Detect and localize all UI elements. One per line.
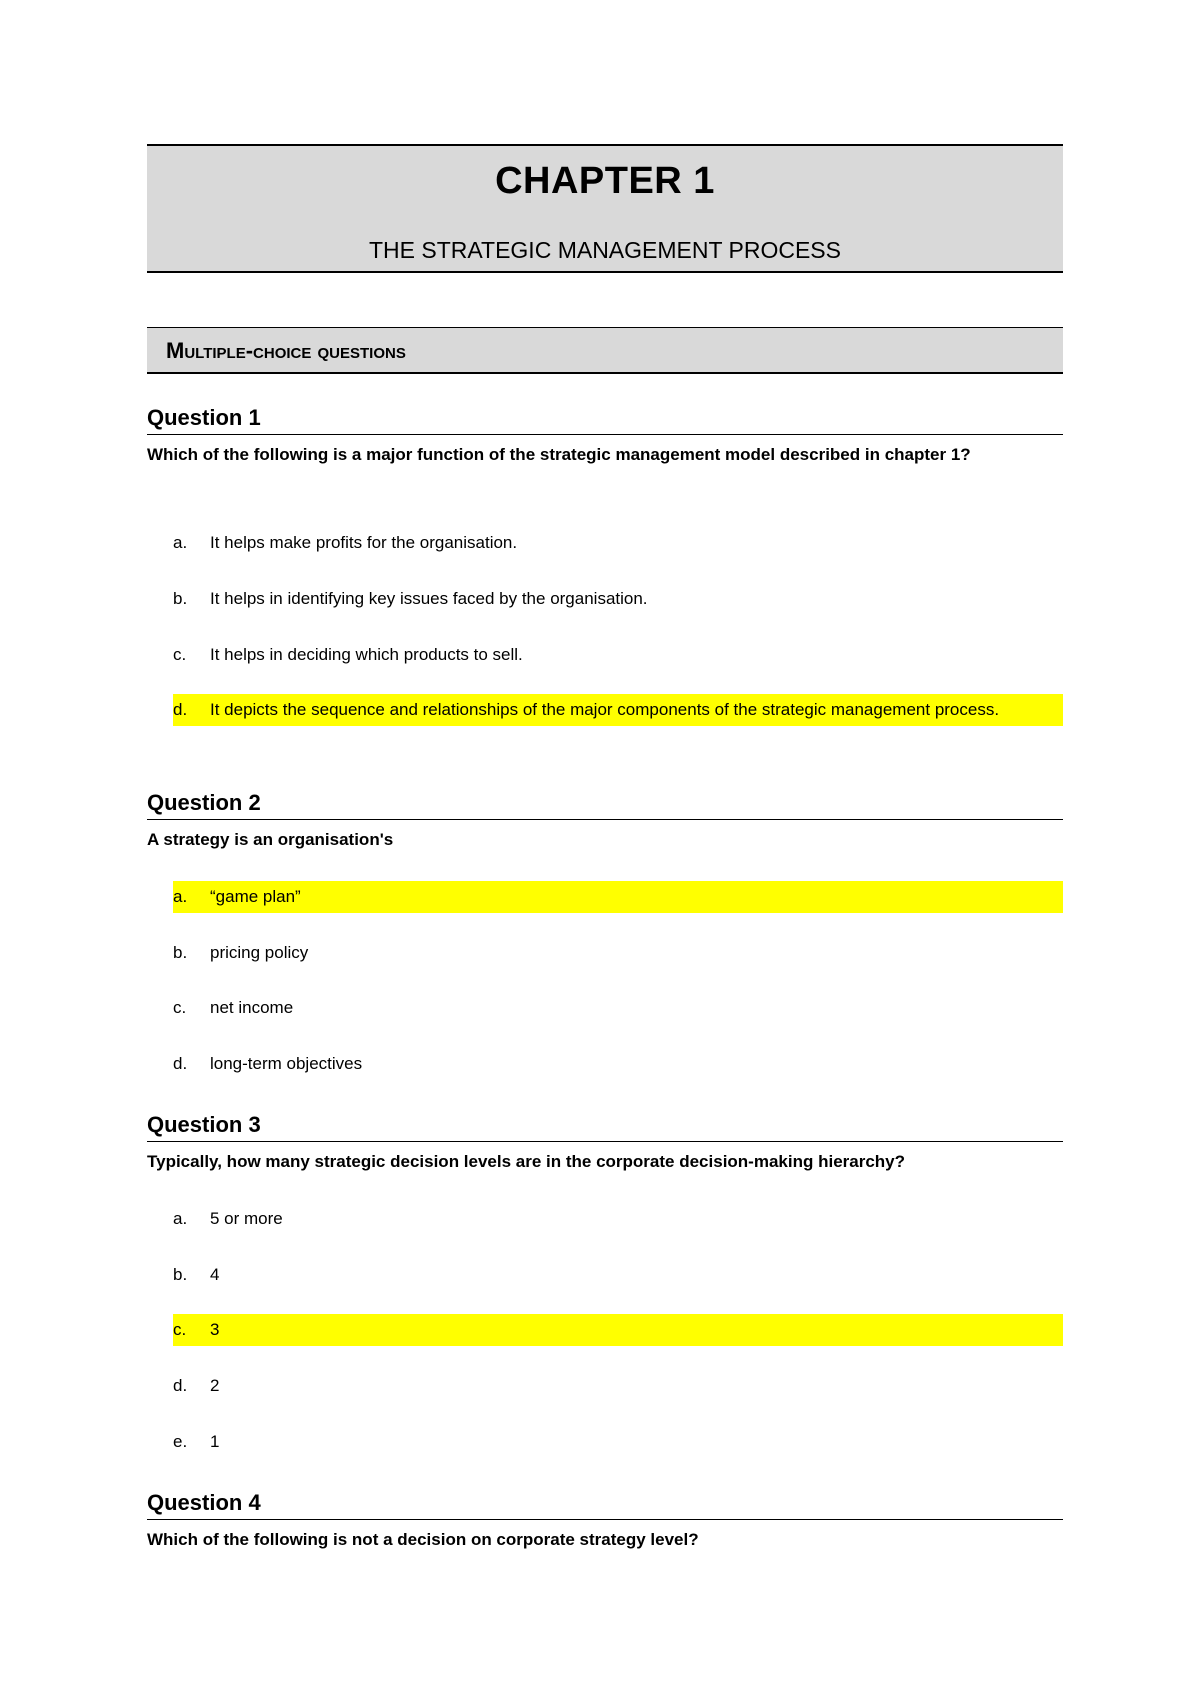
option-letter: b. xyxy=(173,1265,188,1284)
option-letter: a. xyxy=(173,1209,188,1228)
question-3-heading xyxy=(147,1108,1063,1142)
option-text: long-term objectives xyxy=(210,1054,363,1073)
question-3-option-d xyxy=(173,1370,1063,1402)
option-text: 5 or more xyxy=(210,1209,283,1228)
question-2-heading xyxy=(147,786,1063,820)
option-letter: c. xyxy=(173,1320,187,1339)
question-4-heading xyxy=(147,1486,1063,1520)
question-1-text: Which of the following is a major function of the strategic management model described in chapter 1? xyxy=(147,445,971,464)
question-1-heading xyxy=(147,401,1063,435)
option-letter: d. xyxy=(173,1376,188,1395)
option-text: It helps make profits for the organisation. xyxy=(210,533,518,552)
option-text: “game plan” xyxy=(210,887,301,906)
question-4-text: Which of the following is not a decision on corporate strategy level? xyxy=(147,1530,699,1549)
section-title: Multiple-choice questions xyxy=(166,338,406,363)
question-2-option-b xyxy=(173,937,1063,969)
question-3-option-e xyxy=(173,1426,1063,1458)
option-text: It helps in identifying key issues faced by the organisation. xyxy=(210,589,648,608)
option-letter: a. xyxy=(173,533,188,552)
option-letter: b. xyxy=(173,943,188,962)
question-2-text: A strategy is an organisation's xyxy=(147,830,394,849)
question-1-option-c xyxy=(173,639,1063,671)
option-letter: d. xyxy=(173,1054,188,1073)
option-letter: c. xyxy=(173,645,187,664)
question-2-option-c xyxy=(173,992,1063,1024)
question-3-option-c-answer xyxy=(173,1314,1063,1346)
option-text: 1 xyxy=(210,1432,220,1451)
question-2-option-a-answer xyxy=(173,881,1063,913)
question-2-option-d xyxy=(173,1048,1063,1080)
option-text: It depicts the sequence and relationships of the major components of the strategic management process. xyxy=(210,700,1000,719)
chapter-title: CHAPTER 1 xyxy=(495,160,715,202)
option-text: It helps in deciding which products to sell. xyxy=(210,645,523,664)
question-1-option-d-answer xyxy=(173,694,1063,726)
option-letter: d. xyxy=(173,700,188,719)
option-letter: e. xyxy=(173,1432,188,1451)
question-1-option-b xyxy=(173,583,1063,615)
question-3-option-a xyxy=(173,1203,1063,1235)
option-text: 2 xyxy=(210,1376,220,1395)
option-text: 3 xyxy=(210,1320,220,1339)
chapter-subtitle: THE STRATEGIC MANAGEMENT PROCESS xyxy=(369,237,841,263)
chapter-header xyxy=(147,144,1063,273)
question-3-text: Typically, how many strategic decision levels are in the corporate decision-making hierarchy? xyxy=(147,1152,906,1171)
option-text: 4 xyxy=(210,1265,220,1284)
option-text: net income xyxy=(210,998,294,1017)
question-heading-text: Question 1 xyxy=(147,405,261,430)
question-3-option-b xyxy=(173,1259,1063,1291)
option-letter: c. xyxy=(173,998,187,1017)
option-letter: a. xyxy=(173,887,188,906)
question-heading-text: Question 2 xyxy=(147,790,261,815)
option-text: pricing policy xyxy=(210,943,309,962)
question-heading-text: Question 4 xyxy=(147,1490,261,1515)
section-header xyxy=(147,327,1063,374)
question-1-option-a xyxy=(173,527,1063,559)
option-letter: b. xyxy=(173,589,188,608)
question-heading-text: Question 3 xyxy=(147,1112,261,1137)
